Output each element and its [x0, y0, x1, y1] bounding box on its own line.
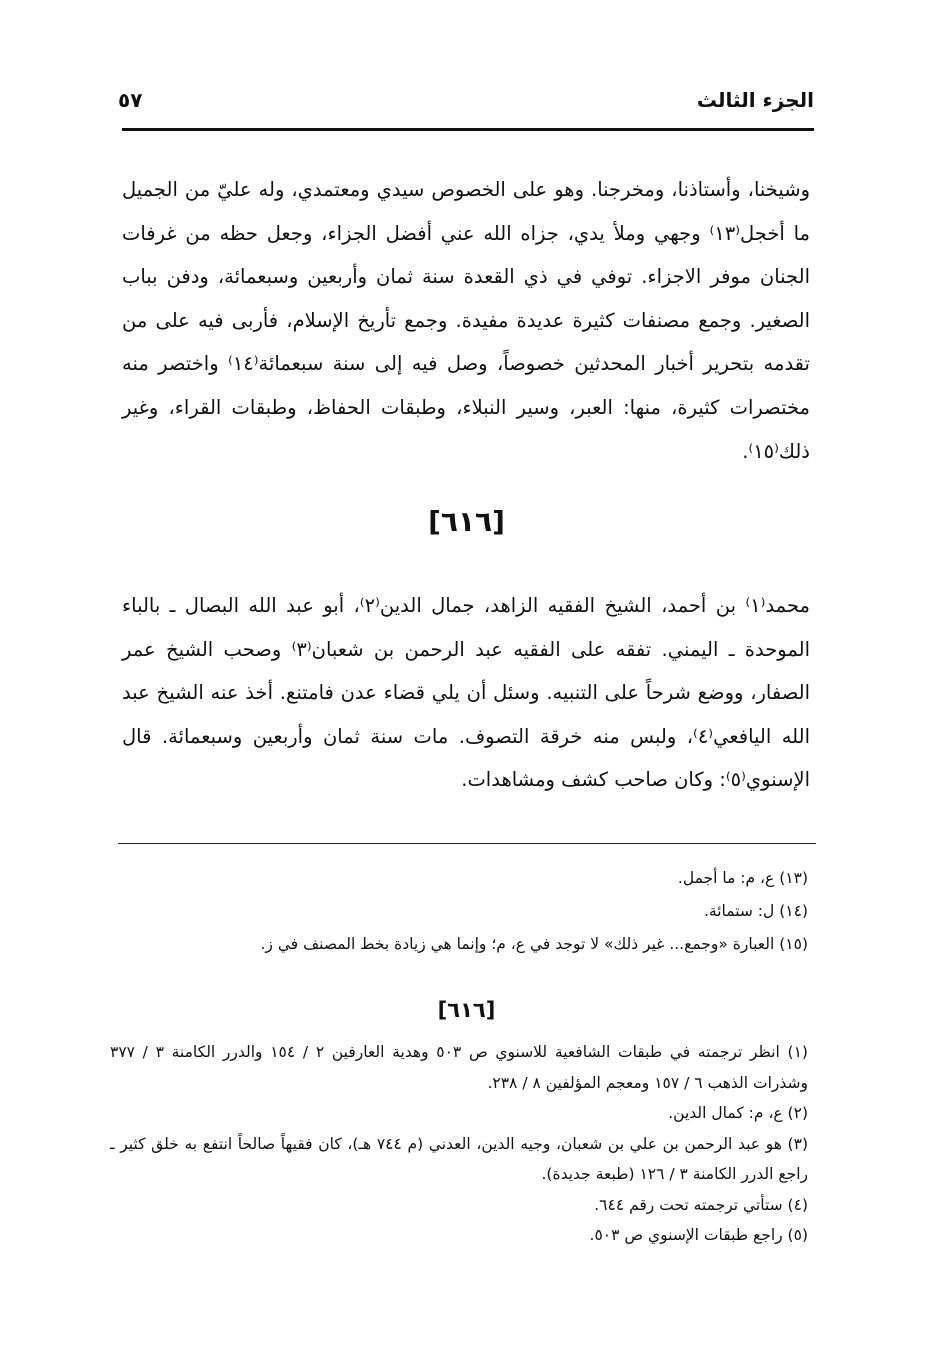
footnotes-previous-entry [110, 862, 808, 961]
footnote: (٥) راجع طبقات الإسنوي ص ٥٠٣. [589, 1226, 808, 1244]
biography-continuation [122, 168, 810, 473]
footnote: (١٣) ع، م: ما أجمل. [677, 869, 808, 887]
footnote: (٢) ع، م: كمال الدين. [668, 1104, 808, 1122]
footnote: (٣) هو عبد الرحمن بن علي بن شعبان، وجيه الدين، العدني (م ٧٤٤ هـ)، كان فقيهاً صالحاً انتفع به خلق كثير ـ راجع الدرر الكامنة ٣ / ١٢٦ (طبعة جديدة). [110, 1134, 808, 1183]
footnote: (١٥) العبارة «وجمع... غير ذلك» لا توجد في ع، م؛ وإنما هي زيادة بخط المصنف في ز. [260, 935, 808, 953]
biography-entry [122, 584, 810, 802]
footnote: (١٤) ل: ستمائة. [703, 902, 808, 920]
page-number: ٥٧ [118, 88, 143, 112]
footnotes-heading: [٦١٦] [437, 998, 496, 1022]
paragraph-text: محمد⁽١⁾ بن أحمد، الشيخ الفقيه الزاهد، جمال الدين⁽٢⁾، أبو عبد الله البصال ـ بالباء الموحدة ـ اليمني. تفقه على الفقيه عبد الرحمن بن شعبان⁽٣⁾ وصحب الشيخ عمر الصفار، ووضع شرحاً على التنبيه. وسئل أن يلي قضاء عدن فامتنع. أخذ عنه الشيخ عبد الله اليافعي⁽٤⁾، ولبس منه خرقة التصوف. مات سنة ثمان وأربعين وسبعمائة. قال الإسنوي⁽٥⁾: وكان صاحب كشف ومشاهدات. [122, 594, 810, 792]
page-header [118, 82, 814, 122]
header-rule [122, 128, 814, 131]
paragraph-text: وشيخنا، وأستاذنا، ومخرجنا. وهو على الخصوص سيدي ومعتمدي، وله عليّ من الجميل ما أخجل⁽١٣⁾ وجهي وملأ يدي، جزاه الله عني أفضل الجزاء، وجعل حظه من غرفات الجنان موفر الاجزاء. توفي في ذي القعدة سنة ثمان وأربعين وسبعمائة، ودفن بباب الصغير. وجمع مصنفات كثيرة عديدة مفيدة. وجمع تأريخ الإسلام، فأربى فيه على من تقدمه بتحرير أخبار المحدثين خصوصاً، وصل فيه إلى سنة سبعمائة⁽١٤⁾ واختصر منه مختصرات كثيرة، منها: العبر، وسير النبلاء، وطبقات الحفاظ، وطبقات القراء، وغير ذلك⁽١٥⁾. [122, 178, 810, 463]
footnotes-current-entry [110, 1037, 808, 1251]
footnote-rule [118, 843, 816, 844]
footnote: (١) انظر ترجمته في طبقات الشافعية للاسنوي ص ٥٠٣ وهدية العارفين ٢ / ١٥٤ والدرر الكامنة ٣ / ٣٧٧ وشذرات الذهب ٦ / ١٥٧ ومعجم المؤلفين ٨ / ٢٣٨. [110, 1043, 808, 1092]
running-title: الجزء الثالث [696, 88, 814, 112]
entry-number: [٦١٦] [428, 505, 505, 538]
footnote: (٤) ستأتي ترجمته تحت رقم ٦٤٤. [594, 1195, 808, 1214]
